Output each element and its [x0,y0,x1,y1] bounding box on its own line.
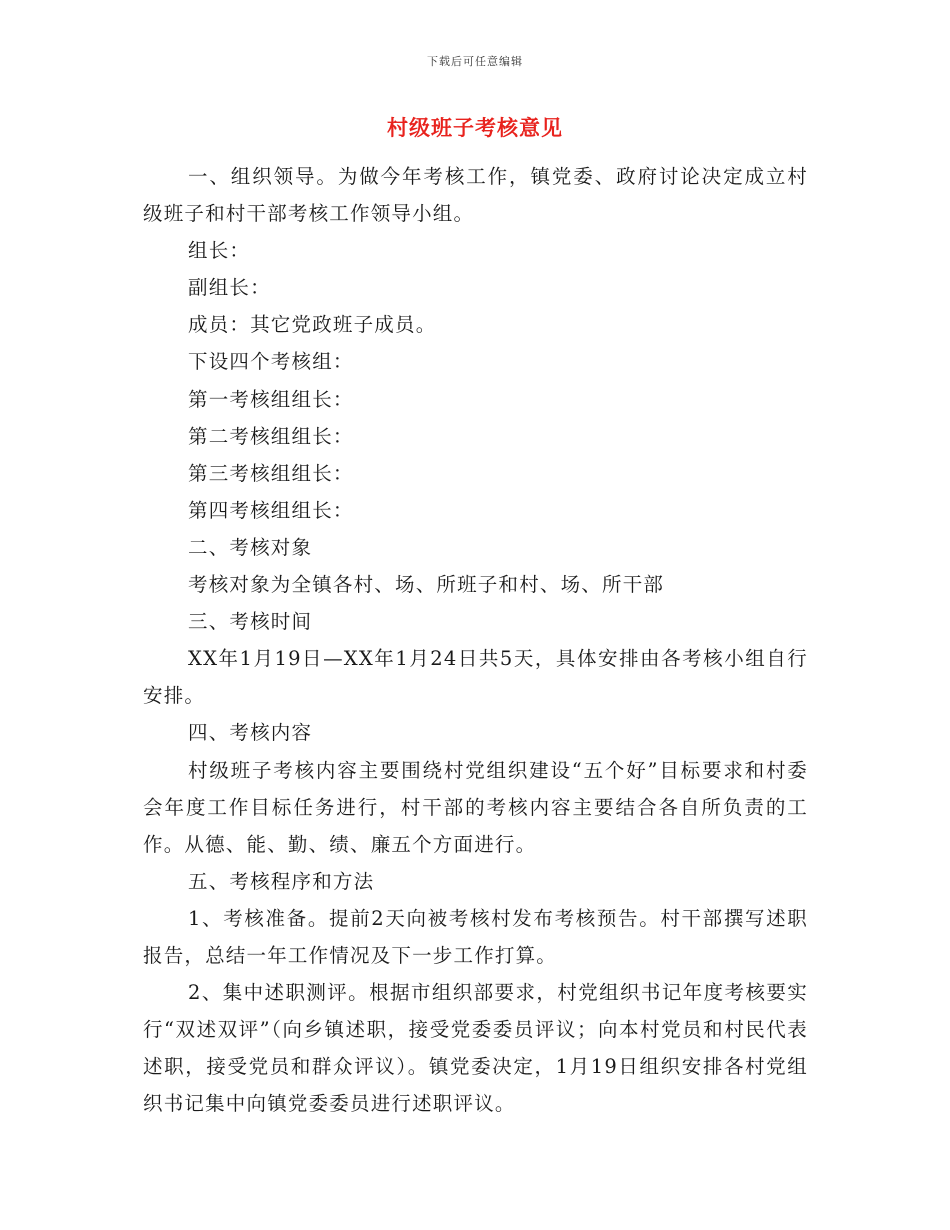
paragraph-leader: 组长： [188,239,251,263]
paragraph-group-4: 第四考核组组长： [188,498,354,522]
paragraph-content: 村级班子考核内容主要围绕村党组织建设“五个好”目标要求和村委会年度工作目标任务进行，村干部的考核内容主要结合各自所负责的工作。从德、能、勤、绩、廉五个方面进行。 [143,758,808,856]
paragraph-deputy-leader: 副组长： [188,276,271,300]
paragraph-preparation: 1、考核准备。提前2天向被考核村发布考核预告。村干部撰写述职报告，总结一年工作情况及下一步工作打算。 [143,906,808,967]
heading-procedure: 五、考核程序和方法 [188,869,375,893]
paragraph-time: XX年1月19日—XX年1月24日共5天，具体安排由各考核小组自行安排。 [143,647,808,708]
document-title: 村级班子考核意见 [387,115,563,140]
paragraph-evaluation: 2、集中述职测评。根据市组织部要求，村党组织书记年度考核要实行“双述双评”（向乡镇述职，接受党委委员评议；向本村党员和村民代表述职，接受党员和群众评议）。镇党委决定，1月19日组织安排各村党组织书记集中向镇党委委员进行述职评议。 [143,981,808,1116]
paragraph-groups: 下设四个考核组： [188,350,354,374]
paragraph-members: 成员：其它党政班子成员。 [188,313,437,337]
paragraph-group-1: 第一考核组组长： [188,387,354,411]
heading-content: 四、考核内容 [188,721,313,745]
heading-time: 三、考核时间 [188,610,313,634]
paragraph-organization: 一、组织领导。为做今年考核工作，镇党委、政府讨论决定成立村级班子和村干部考核工作领导小组。 [143,165,808,226]
paragraph-targets: 考核对象为全镇各村、场、所班子和村、场、所干部 [188,573,665,597]
document-body [143,158,808,1122]
heading-targets: 二、考核对象 [188,535,313,559]
paragraph-group-2: 第二考核组组长： [188,424,354,448]
paragraph-group-3: 第三考核组组长： [188,461,354,485]
header-note: 下载后可任意编辑 [427,55,523,68]
